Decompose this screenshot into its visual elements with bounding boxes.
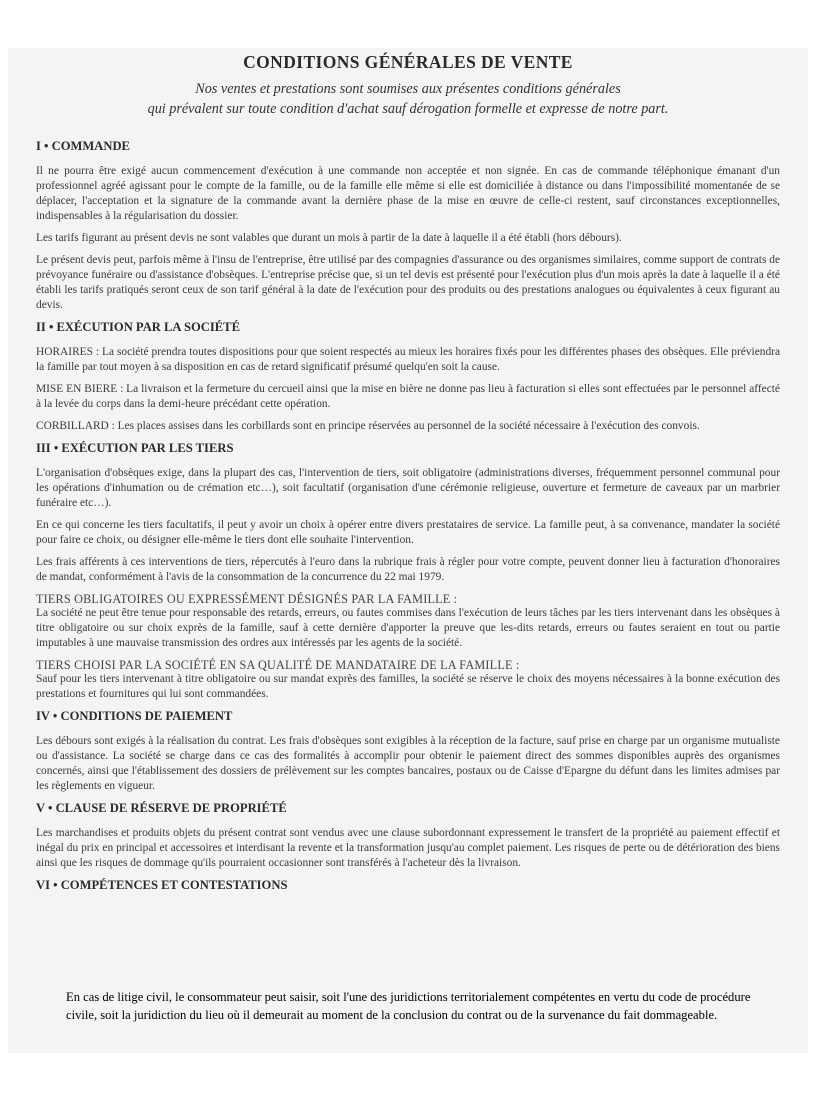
section-heading: IV • CONDITIONS DE PAIEMENT	[36, 709, 233, 723]
litige-paragraph: En cas de litige civil, le consommateur peut saisir, soit l'une des juridictions territorialement compétentes en vertu du code de procédure civile, soit la juridiction du lieu où il demeurait au moment de la conclusion du contrat ou de la survenance du fait dommageable.	[66, 990, 751, 1022]
paragraph: Les marchandises et produits objets du présent contrat sont vendus avec une clause subordonnant expressement le transfert de la propriété au paiement effectif et inégal du prix en principal et accessoires et interdisant la revente et la transformation jusqu'au complet paiement. Les risques de perte ou de détérioration des biens ainsi que les risques de dommage qu'ils pourraient occasionner sont transférés à l'acheteur dès la livraison.	[36, 827, 780, 869]
paragraph: CORBILLARD : Les places assises dans les corbillards sont en principe réservées au personnel de la société nécessaire à l'exécution des convois.	[36, 420, 700, 432]
section-paiement	[36, 709, 780, 794]
paragraph: L'organisation d'obsèques exige, dans la plupart des cas, l'intervention de tiers, soit obligatoire (administrations diverses, fréquemment personnel communal pour les opérations d'inhumation ou de crémation etc…), soit facultatif (organisation d'une cérémonie religieuse, ouverture et fermeture de caveaux par un marbrier funéraire etc…).	[36, 467, 780, 509]
paragraph: En ce qui concerne les tiers facultatifs, il peut y avoir un choix à opérer entre divers prestataires de service. La famille peut, à sa convenance, mandater la société pour faire ce choix, ou désigner elle-même le tiers dont elle souhaite l'intervention.	[36, 519, 780, 546]
document-title: CONDITIONS GÉNÉRALES DE VENTE	[243, 52, 573, 72]
scanned-document	[8, 48, 808, 1053]
subsection-heading: TIERS OBLIGATOIRES OU EXPRESSÉMENT DÉSIGNÉS PAR LA FAMILLE :	[36, 592, 458, 606]
paragraph: Les débours sont exigés à la réalisation du contrat. Les frais d'obsèques sont exigibles à la réception de la facture, sauf prise en charge par un organisme mutualiste ou d'assistance. La société se charge dans ce cas des formalités à accomplir pour obtenir le paiement direct des sommes disponibles auprès des organismes concernés, ainsi que l'établissement des dossiers de prélèvement sur les comptes bancaires, postaux ou de Caisse d'Epargne du défunt dans les limites admises par les règlements en vigueur.	[36, 735, 780, 792]
document-subtitle	[36, 79, 780, 119]
subtitle-line-2: qui prévalent sur toute condition d'achat sauf dérogation formelle et expresse de notre part.	[147, 101, 669, 117]
paragraph: Il ne pourra être exigé aucun commencement d'exécution à une commande non acceptée et non signée. En cas de commande téléphonique émanant d'un professionnel agréé agissant pour le compte de la famille, ou de la famille elle même si elle est domiciliée à distance ou dans l'impossibilité momentanée de se déplacer, l'acceptation et la signature de la commande avant la dernière phase de la mise en œuvre de celle-ci restent, sauf circonstances exceptionnelles, indispensables à la régularisation du dossier.	[36, 165, 780, 222]
section-execution-societe	[36, 320, 780, 434]
subsection-heading: TIERS CHOISI PAR LA SOCIÉTÉ EN SA QUALITÉ DE MANDATAIRE DE LA FAMILLE :	[36, 658, 520, 672]
section-heading: II • EXÉCUTION PAR LA SOCIÉTÉ	[36, 320, 240, 334]
section-heading: III • EXÉCUTION PAR LES TIERS	[36, 441, 234, 455]
paragraph: Les frais afférents à ces interventions de tiers, répercutés à l'euro dans la rubrique frais à régler pour votre compte, peuvent donner lieu à facturation d'honoraires de mandat, conformément à l'avis de la consommation de la concurrence du 22 mai 1979.	[36, 556, 780, 583]
document-body	[36, 48, 780, 903]
section-reserve-propriete	[36, 801, 780, 871]
section-commande	[36, 139, 780, 313]
section-heading: I • COMMANDE	[36, 139, 130, 153]
section-heading: V • CLAUSE DE RÉSERVE DE PROPRIÉTÉ	[36, 801, 287, 815]
paragraph: Sauf pour les tiers intervenant à titre obligatoire ou sur mandat exprès des familles, la société se réserve le choix des moyens nécessaires à la bonne exécution des prestations et fournitures qui lui sont commandées.	[36, 673, 780, 700]
section-heading: VI • COMPÉTENCES ET CONTESTATIONS	[36, 878, 288, 892]
paragraph: Les tarifs figurant au présent devis ne sont valables que durant un mois à partir de la date à laquelle il a été établi (hors débours).	[36, 232, 622, 244]
paragraph: La société ne peut être tenue pour responsable des retards, erreurs, ou fautes commises dans l'exécution de leurs tâches par les tiers intervenant dans les obsèques à titre obligatoire ou sur choix exprès de la famille, sauf à cette dernière d'apporter la preuve que les-dits retards, erreurs ou fautes seraient en tout ou partie imputables à une mauvaise transmission des ordres aux intéressés par les agents de la société.	[36, 607, 780, 649]
paragraph: MISE EN BIERE : La livraison et la fermeture du cercueil ainsi que la mise en bière ne donne pas lieu à facturation si elles sont effectuées par le personnel affecté à la levée du corps dans la demi-heure précédant cette opération.	[36, 383, 780, 410]
subtitle-line-1: Nos ventes et prestations sont soumises aux présentes conditions générales	[195, 81, 621, 97]
section-execution-tiers	[36, 441, 780, 702]
paragraph: Le présent devis peut, parfois même à l'insu de l'entreprise, être utilisé par des compagnies d'assurance ou des organismes similaires, comme support de contrats de prévoyance funéraire ou d'assistance d'obsèques. L'entreprise précise que, si un tel devis est présenté pour l'exécution plus d'un mois après la date à laquelle il a été établi les tarifs pratiqués seront ceux de son tarif général à la date de l'exécution pour des produits ou des prestations analogues ou équivalentes à ceux figurant au devis.	[36, 254, 780, 311]
paragraph: HORAIRES : La société prendra toutes dispositions pour que soient respectés au mieux les horaires fixés pour les différentes phases des obsèques. Elle préviendra la famille par tout moyen à sa disposition en cas de retard significatif présumé quelqu'en soit la cause.	[36, 346, 780, 373]
section-competences	[36, 878, 780, 893]
